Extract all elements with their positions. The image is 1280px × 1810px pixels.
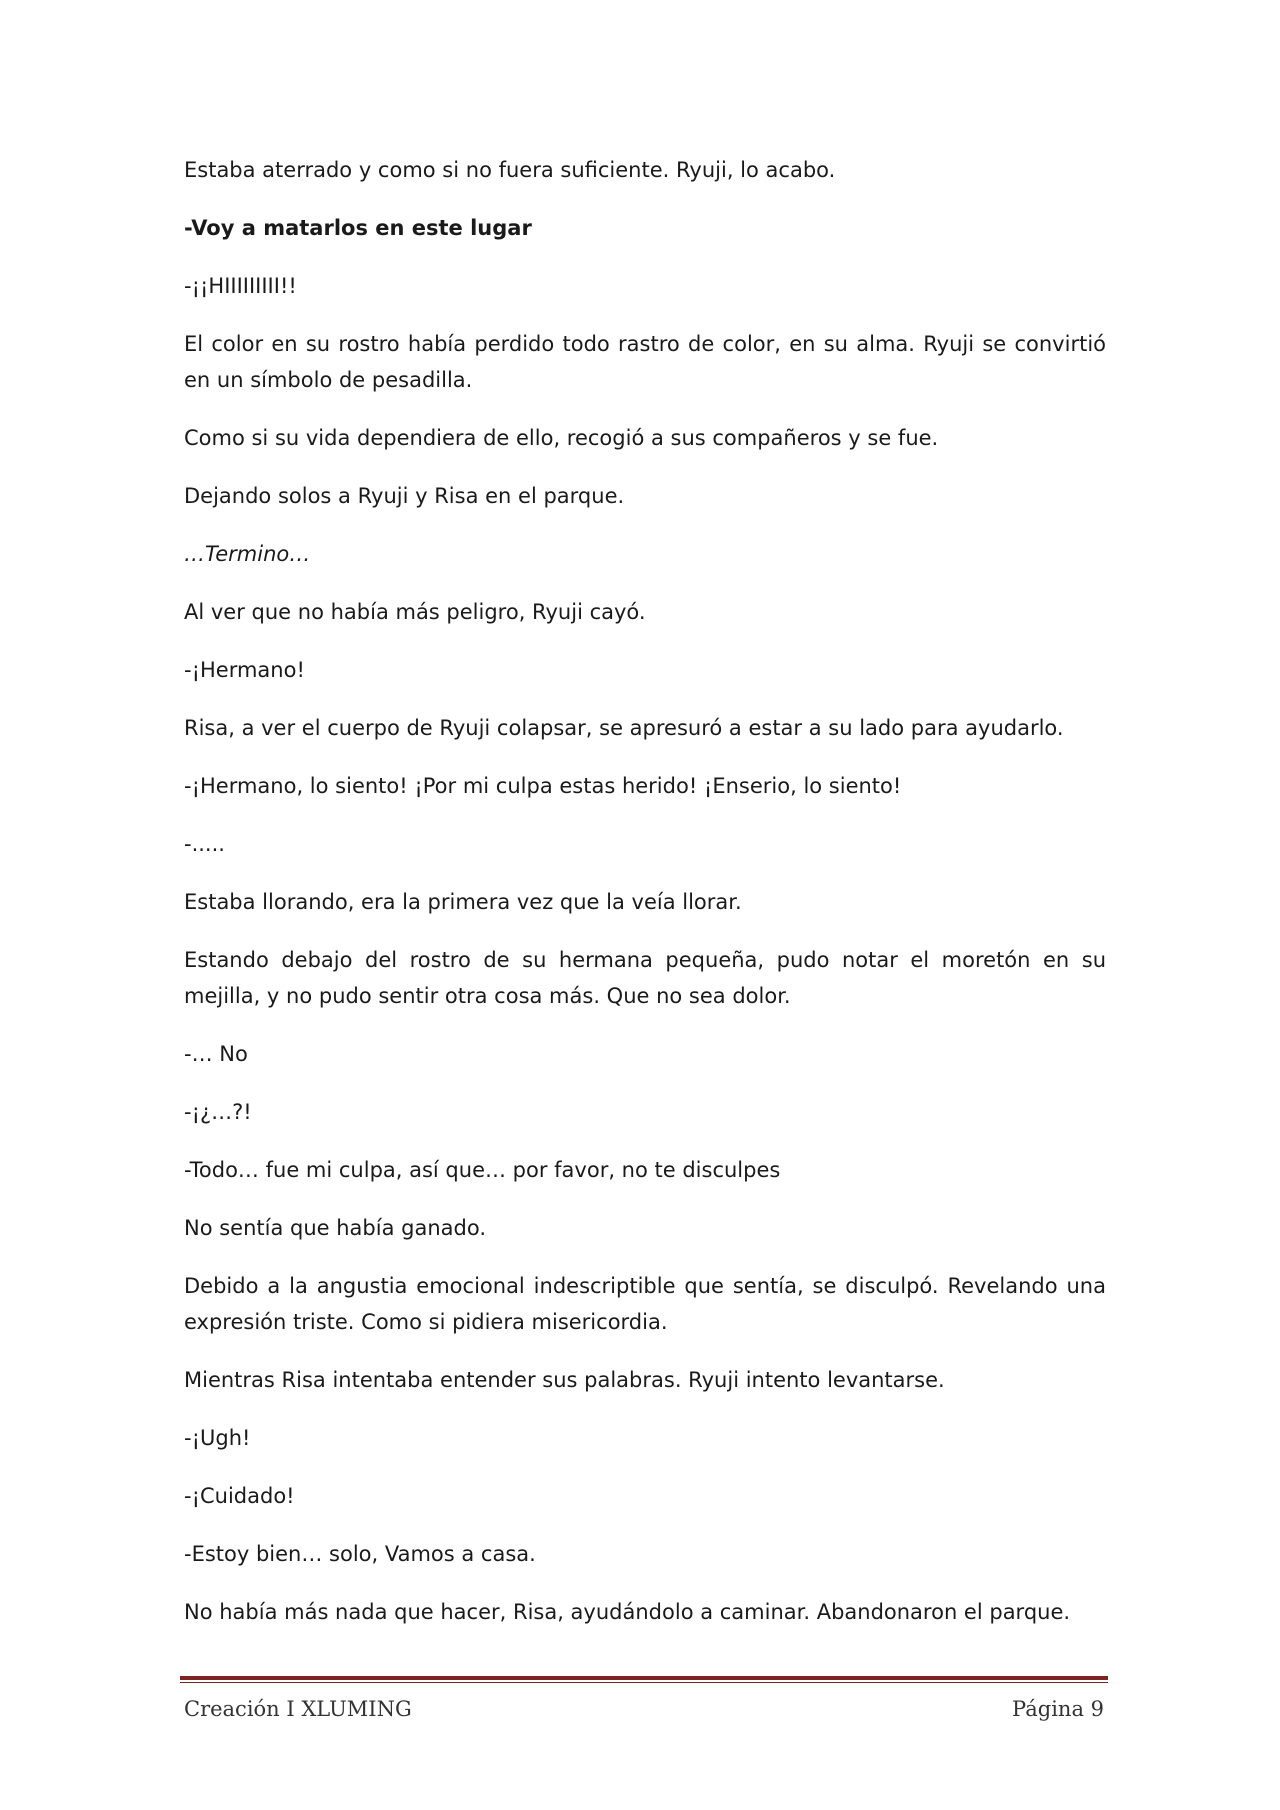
footer-row <box>180 1697 1108 1721</box>
footer-rule <box>180 1676 1108 1680</box>
paragraph: -¡Hermano! <box>184 658 305 682</box>
footer-rule-thin <box>180 1682 1108 1683</box>
paragraph: Estando debajo del rostro de su hermana pequeña, pudo notar el moretón en su mejilla, y no pudo sentir otra cosa más. Que no sea dolor. <box>184 948 1106 1008</box>
paragraph: -Voy a matarlos en este lugar <box>184 216 532 240</box>
paragraph: -¡Ugh! <box>184 1426 251 1450</box>
paragraph: -¡¿…?! <box>184 1100 252 1124</box>
body-text <box>184 152 1106 1652</box>
paragraph: -Todo… fue mi culpa, así que… por favor, no te disculpes <box>184 1158 781 1182</box>
paragraph: Estaba llorando, era la primera vez que la veía llorar. <box>184 890 742 914</box>
paragraph: Estaba aterrado y como si no fuera suficiente. Ryuji, lo acabo. <box>184 158 836 182</box>
paragraph: El color en su rostro había perdido todo rastro de color, en su alma. Ryuji se convirtió en un símbolo de pesadilla. <box>184 332 1106 392</box>
paragraph: -¡Hermano, lo siento! ¡Por mi culpa estas herido! ¡Enserio, lo siento! <box>184 774 902 798</box>
paragraph: Risa, a ver el cuerpo de Ryuji colapsar, se apresuró a estar a su lado para ayudarlo. <box>184 716 1064 740</box>
paragraph: Dejando solos a Ryuji y Risa en el parque. <box>184 484 625 508</box>
paragraph: -¡Cuidado! <box>184 1484 295 1508</box>
paragraph: No había más nada que hacer, Risa, ayudándolo a caminar. Abandonaron el parque. <box>184 1600 1071 1624</box>
paragraph: Como si su vida dependiera de ello, recogió a sus compañeros y se fue. <box>184 426 939 450</box>
paragraph: Mientras Risa intentaba entender sus palabras. Ryuji intento levantarse. <box>184 1368 945 1392</box>
paragraph: Al ver que no había más peligro, Ryuji cayó. <box>184 600 646 624</box>
paragraph: -¡¡HIIIIIIIII!! <box>184 274 297 298</box>
paragraph: …Termino… <box>184 542 311 566</box>
paragraph: Debido a la angustia emocional indescriptible que sentía, se disculpó. Revelando una expresión triste. Como si pidiera misericordia. <box>184 1274 1106 1334</box>
paragraph: -..... <box>184 832 225 856</box>
paragraph: No sentía que había ganado. <box>184 1216 486 1240</box>
footer-credit: Creación I XLUMING <box>184 1697 412 1721</box>
paragraph: -Estoy bien… solo, Vamos a casa. <box>184 1542 536 1566</box>
page-number: Página 9 <box>1012 1697 1104 1721</box>
page-footer <box>180 1676 1108 1721</box>
paragraph: -… No <box>184 1042 248 1066</box>
